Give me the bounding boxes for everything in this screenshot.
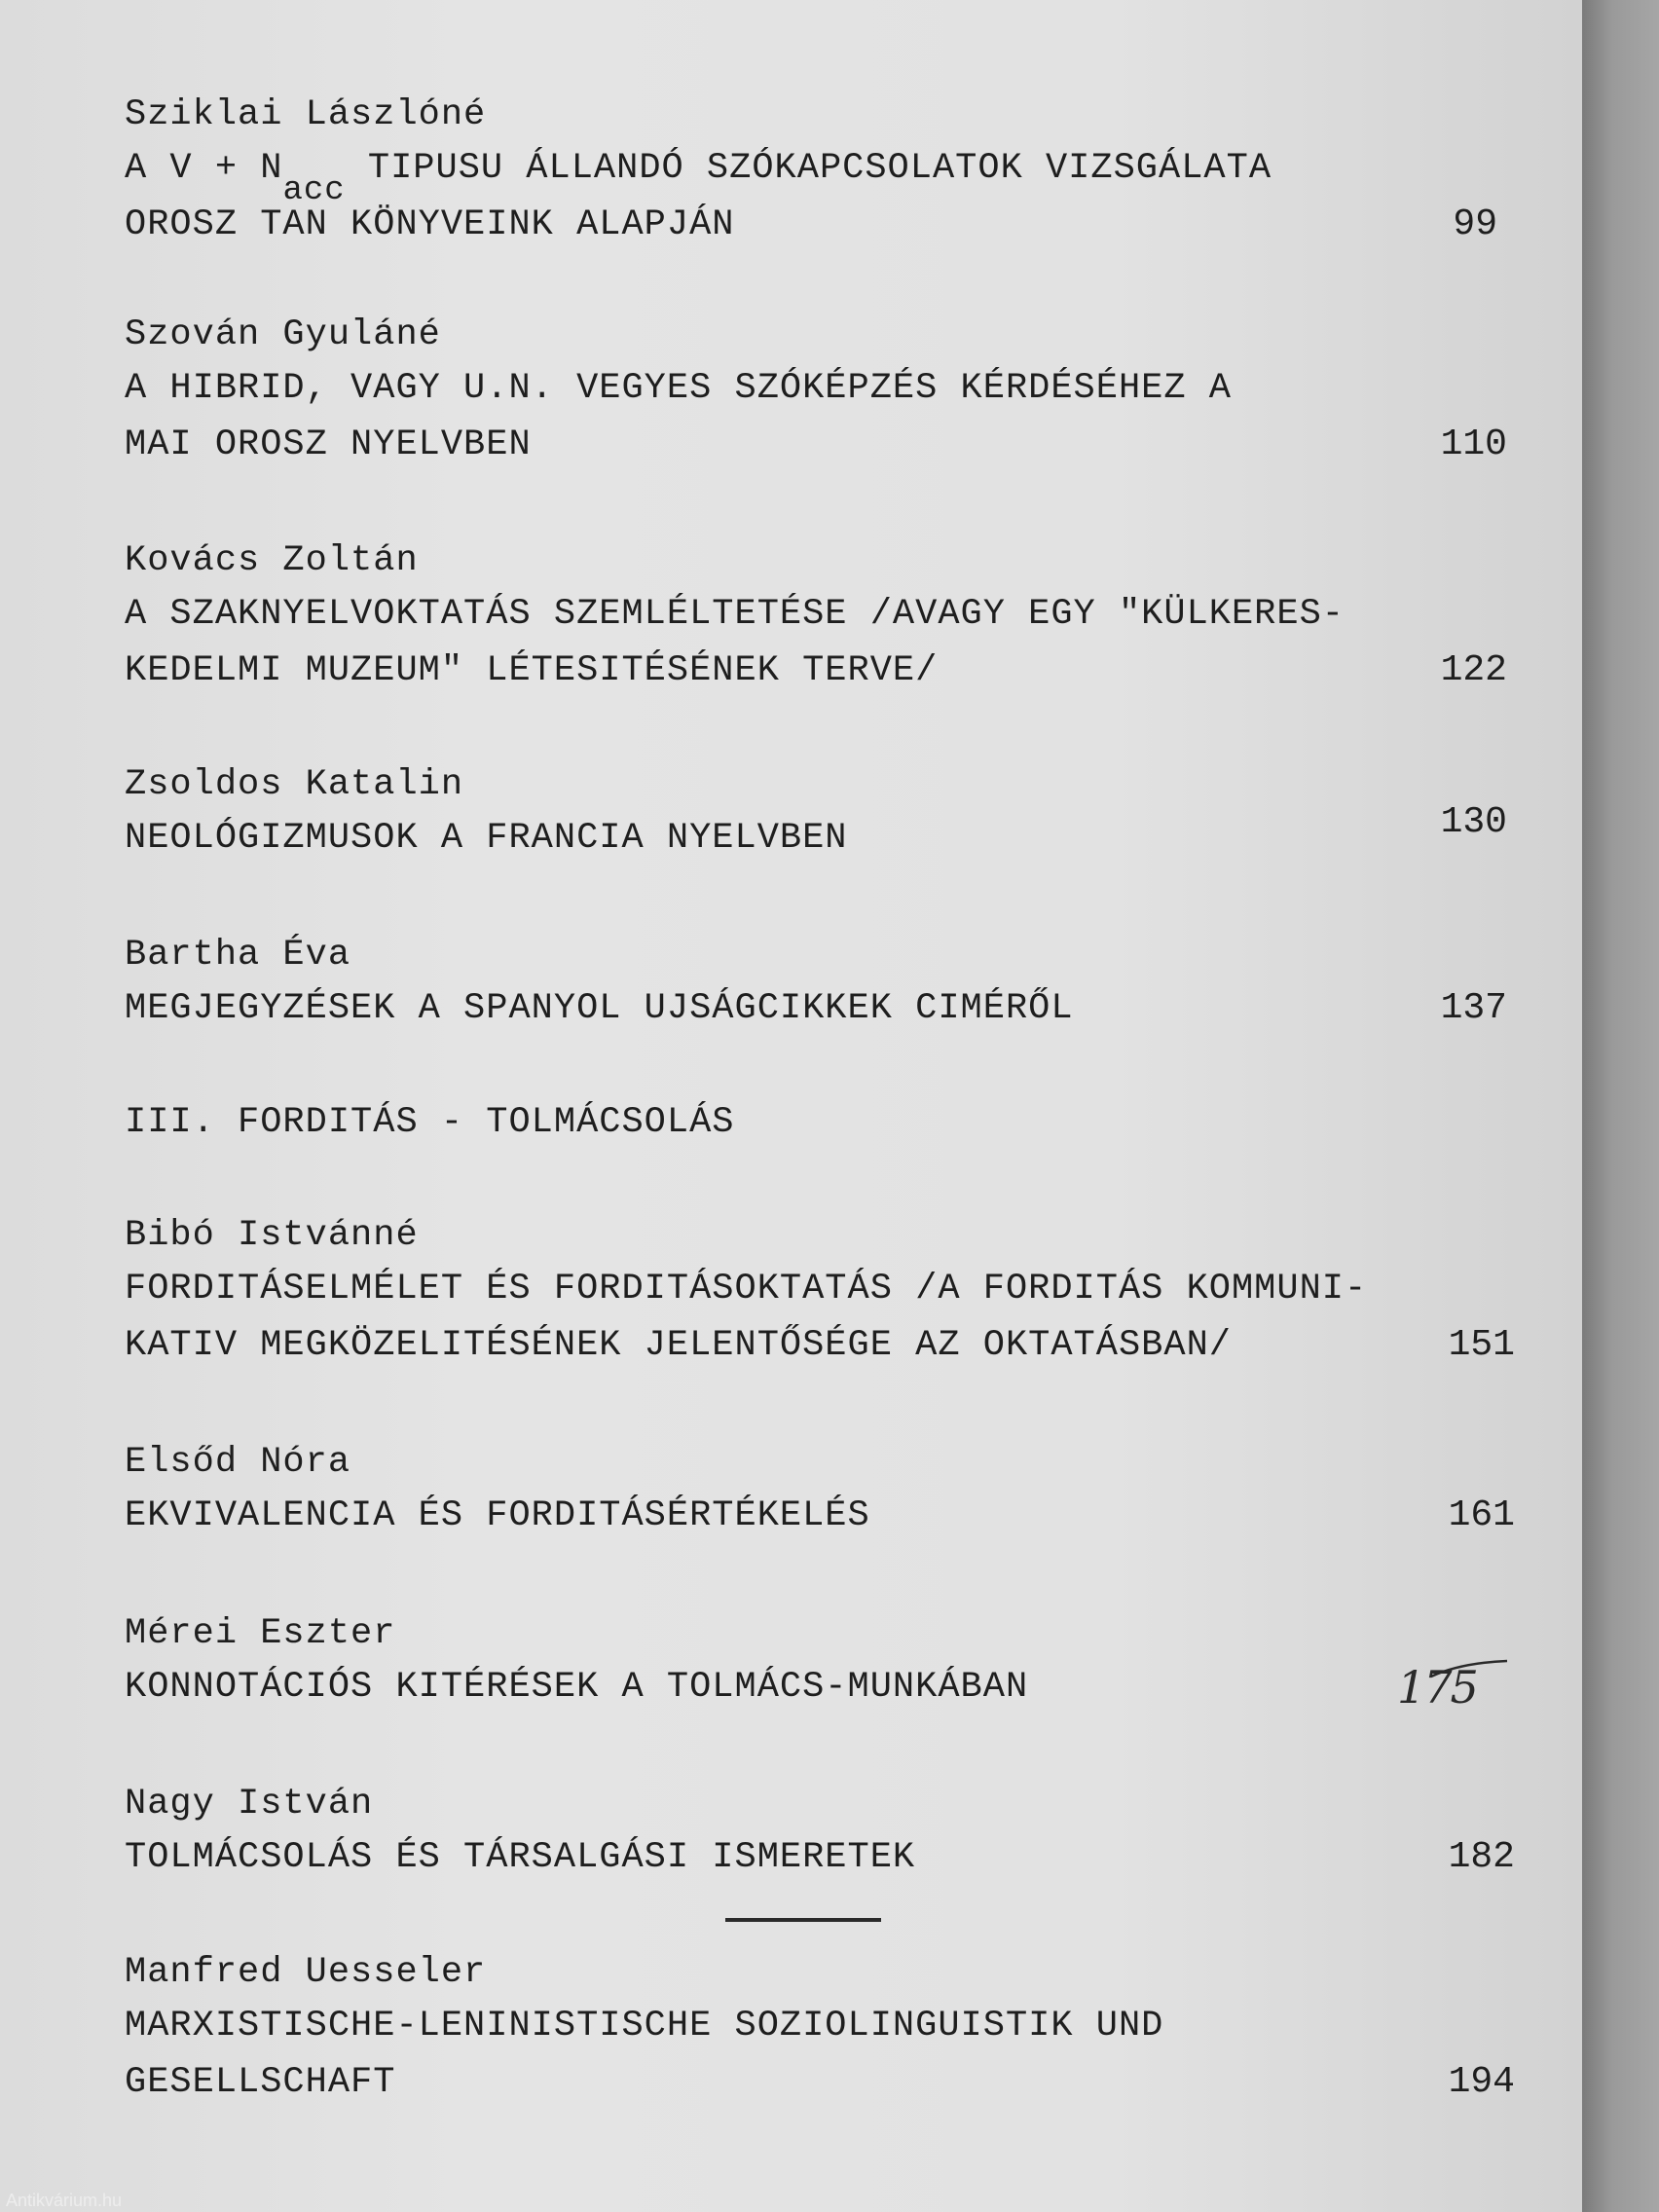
entry-author: Zsoldos Katalin [125, 764, 464, 805]
entry-author: Sziklai Lászlóné [125, 94, 487, 135]
entry-title-line: MARXISTISCHE-LENINISTISCHE SOZIOLINGUISTIK UND [125, 2006, 1164, 2046]
entry-title-text: KEDELMI MUZEUM" LÉTESITÉSÉNEK TERVE/ [125, 650, 939, 691]
entry-page-number: 122 [1440, 649, 1507, 691]
entry-author: Elsőd Nóra [125, 1442, 351, 1483]
toc-entry [125, 1210, 1515, 1374]
toc-entry [125, 535, 1507, 699]
entry-page-number: 130 [1440, 801, 1507, 843]
toc-entry [125, 1608, 1488, 1715]
entry-page-number: 161 [1448, 1494, 1515, 1536]
entry-title-subscript: acc [282, 172, 346, 209]
watermark: Antikvárium.hu [6, 2191, 123, 2210]
entry-author: Bartha Éva [125, 935, 351, 976]
separator-rule [725, 1918, 881, 1922]
entry-title-text: GESELLSCHAFT [125, 2062, 396, 2103]
toc-entry [125, 1437, 1515, 1544]
entry-title-line [125, 1829, 1515, 1886]
entry-title-line [125, 801, 1507, 866]
toc-entry [125, 930, 1507, 1037]
entry-author: Manfred Uesseler [125, 1952, 487, 1993]
entry-title-text: MAI OROSZ NYELVBEN [125, 424, 532, 465]
entry-title-line [125, 417, 1507, 473]
entry-title-line [125, 1317, 1515, 1374]
entry-page-number: 137 [1440, 987, 1507, 1029]
entry-page-number: 151 [1448, 1324, 1515, 1366]
entry-author: Bibó Istvánné [125, 1215, 419, 1256]
entry-page-number: 110 [1440, 424, 1507, 465]
entry-title-rest: TIPUSU ÁLLANDÓ SZÓKAPCSOLATOK VIZSGÁLATA [367, 148, 1272, 189]
entry-title-line [125, 2054, 1515, 2111]
toc-entry [125, 1947, 1515, 2111]
entry-author: Kovács Zoltán [125, 540, 419, 581]
entry-title-line [125, 197, 1497, 253]
section-heading: III. FORDITÁS - TOLMÁCSOLÁS [125, 1102, 735, 1143]
entry-title-text: EKVIVALENCIA ÉS FORDITÁSÉRTÉKELÉS [125, 1495, 870, 1536]
entry-page-number: 99 [1453, 203, 1497, 245]
toc-entry [125, 90, 1497, 253]
entry-title-line: A SZAKNYELVOKTATÁS SZEMLÉLTETÉSE /AVAGY EGY "KÜLKERES- [125, 594, 1345, 635]
entry-title-line: A HIBRID, VAGY U.N. VEGYES SZÓKÉPZÉS KÉRDÉSÉHEZ A [125, 368, 1232, 409]
entry-title-text: MEGJEGYZÉSEK A SPANYOL UJSÁGCIKKEK CIMÉRŐL [125, 988, 1074, 1029]
handwritten-page-number: 175 [1397, 1661, 1477, 1714]
entry-title-line [125, 643, 1507, 699]
entry-title-start: A V + N [125, 148, 283, 189]
entry-title-line: KONNOTÁCIÓS KITÉRÉSEK A TOLMÁCS-MUNKÁBAN [125, 1667, 1029, 1708]
entry-author: Mérei Eszter [125, 1613, 396, 1654]
entry-page-number: 182 [1448, 1836, 1515, 1878]
toc-entry [125, 759, 1507, 866]
entry-author: Szován Gyuláné [125, 314, 441, 355]
entry-title-line [125, 140, 1488, 209]
entry-title-text: TOLMÁCSOLÁS ÉS TÁRSALGÁSI ISMERETEK [125, 1837, 916, 1878]
entry-page-number: 194 [1448, 2061, 1515, 2103]
entry-title-text: KATIV MEGKÖZELITÉSÉNEK JELENTŐSÉGE AZ OKTATÁSBAN/ [125, 1325, 1232, 1366]
page-edge-shadow [1582, 0, 1659, 2212]
entry-title-line [125, 1488, 1515, 1544]
entry-title-line [125, 980, 1507, 1037]
entry-author: Nagy István [125, 1784, 374, 1825]
entry-title-text: NEOLÓGIZMUSOK A FRANCIA NYELVBEN [125, 818, 848, 859]
entry-title-line: FORDITÁSELMÉLET ÉS FORDITÁSOKTATÁS /A FORDITÁS KOMMUNI- [125, 1269, 1368, 1309]
toc-entry [125, 1779, 1515, 1886]
toc-entry [125, 310, 1507, 473]
entry-title-text: OROSZ TAN KÖNYVEINK ALAPJÁN [125, 204, 735, 245]
